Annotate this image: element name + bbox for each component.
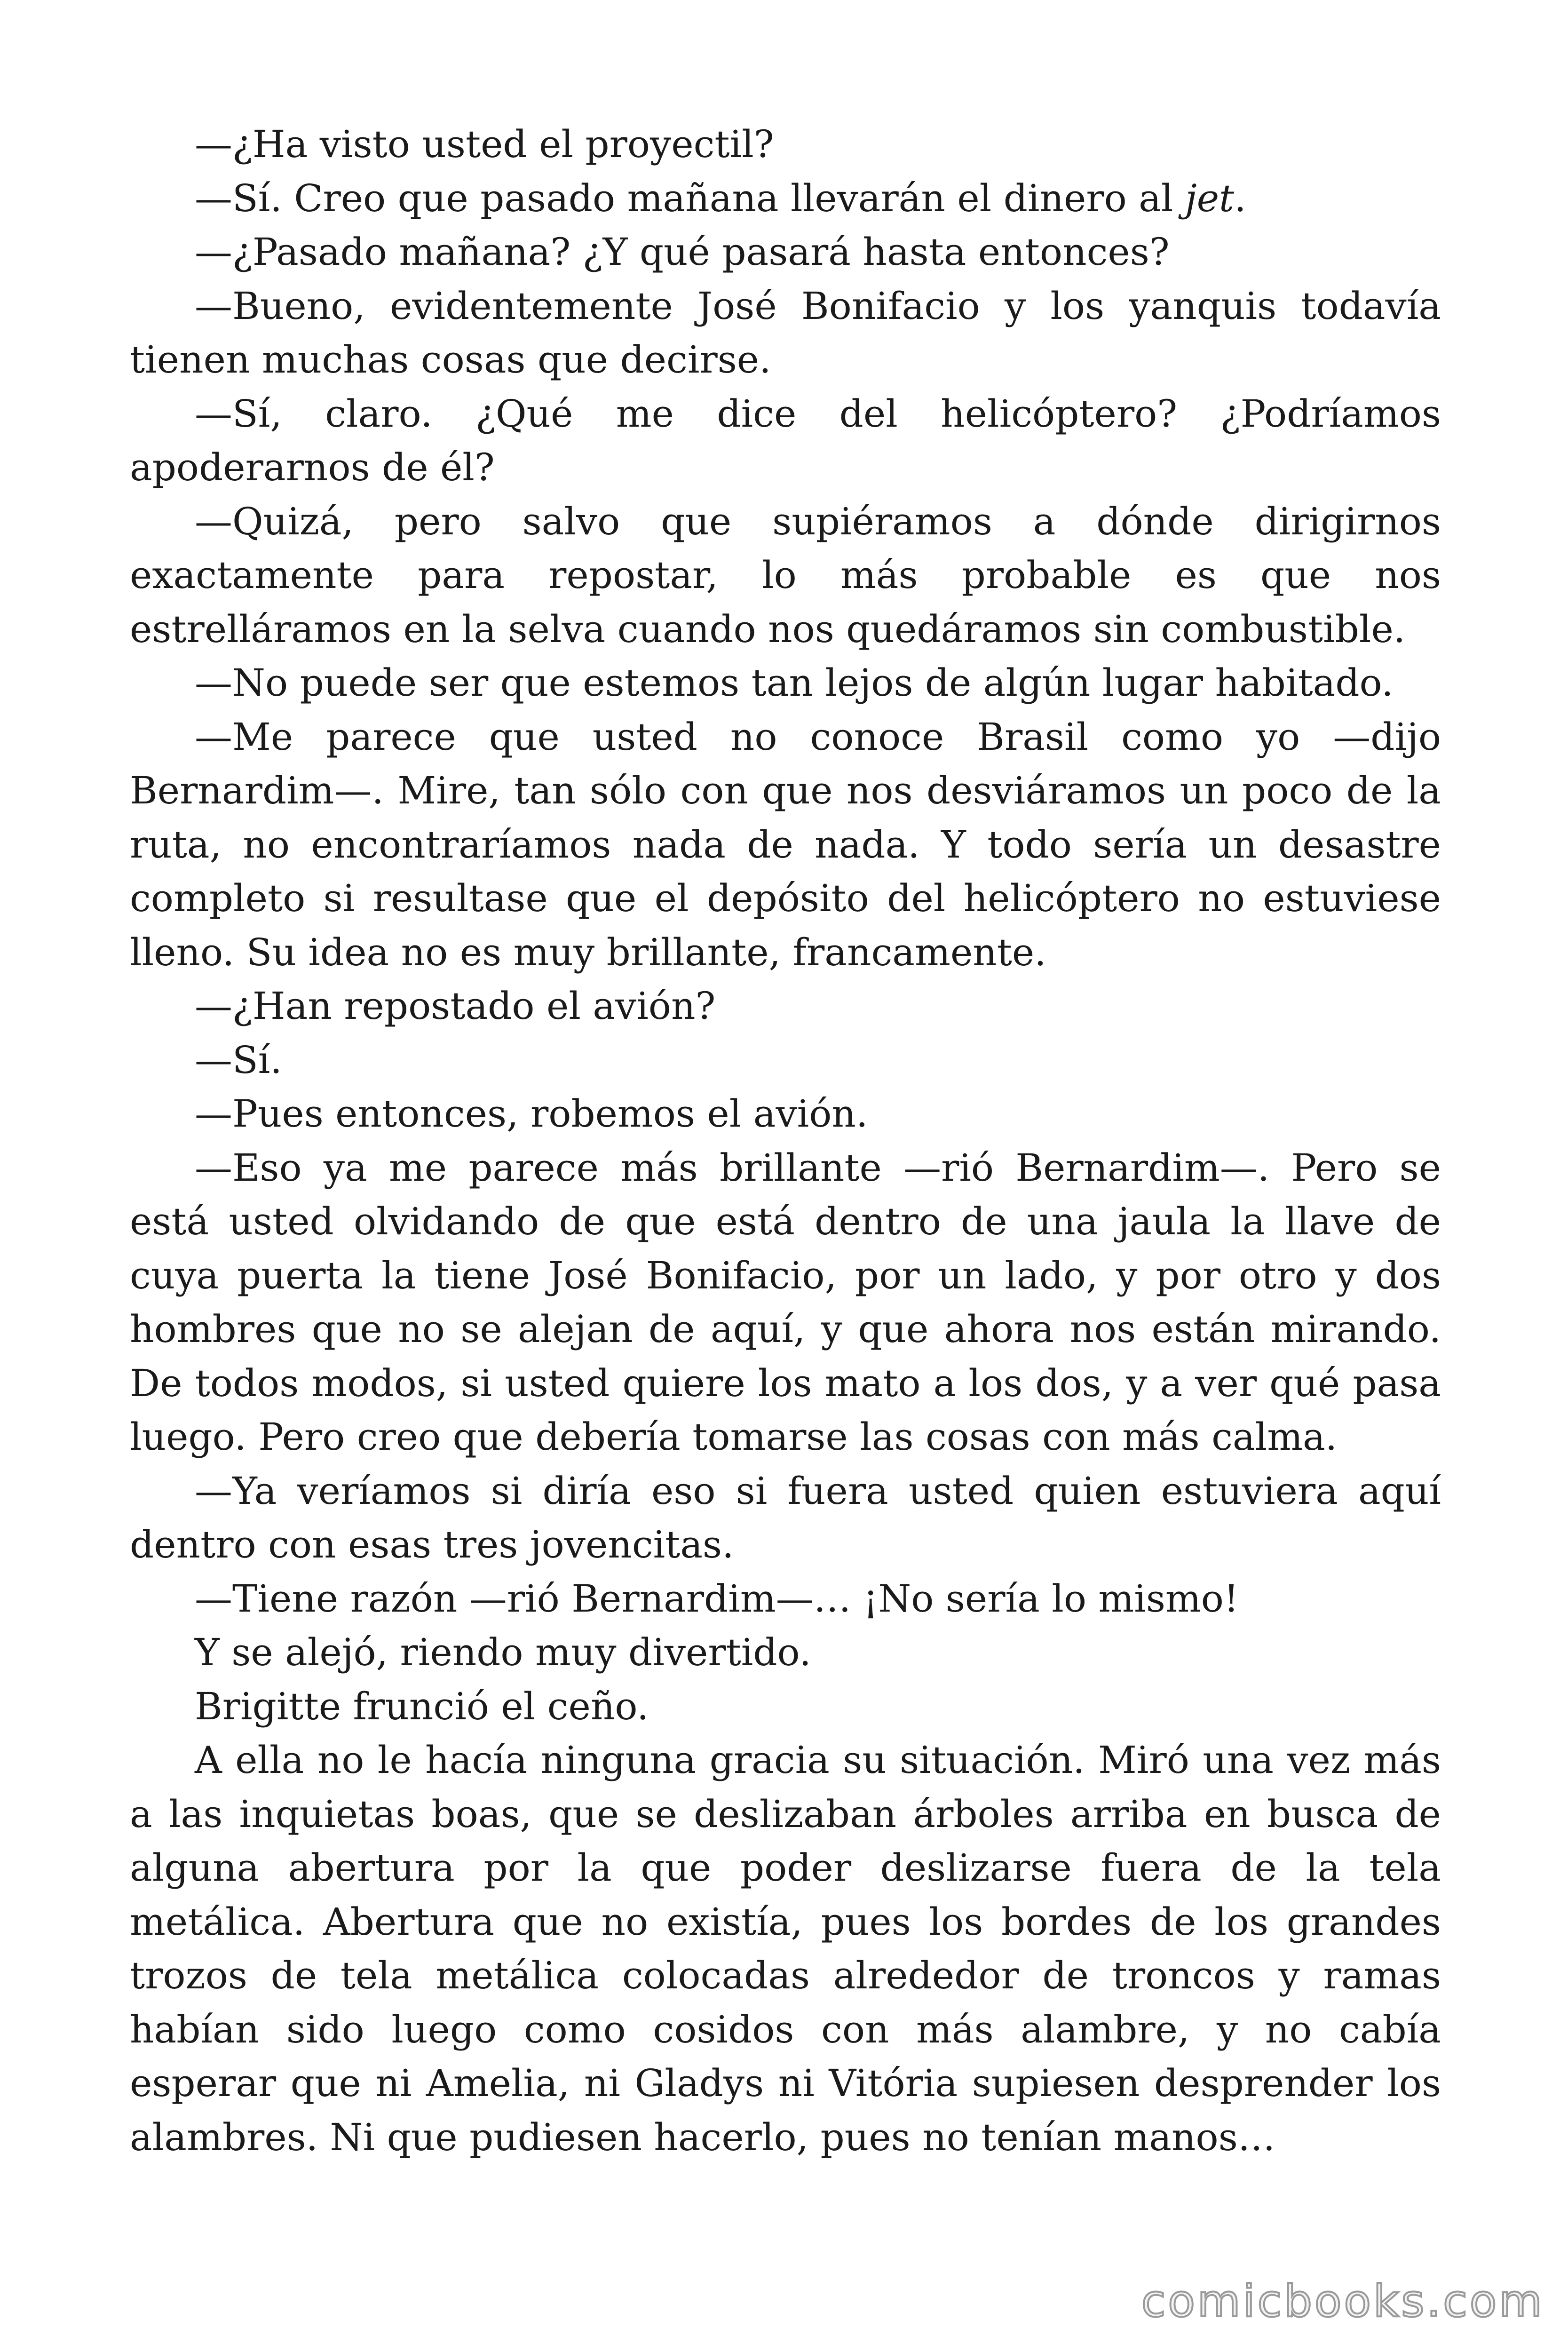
paragraph-2: [130, 172, 1441, 226]
paragraph-12: —Eso ya me parece más brillante —rió Bernardim—. Pero se está usted olvidando de que está dentro de una jaula la llave de cuya puerta la tiene José Bonifacio, por un lado, y por otro y dos hombres que no se alejan de aquí, y que ahora nos están mirando. De todos modos, si usted quiere los mato a los dos, y a ver qué pasa luego. Pero creo que debería tomarse las cosas con más calma.: [130, 1145, 1441, 1459]
paragraph-2-text: —Sí. Creo que pasado mañana llevarán el dinero al: [195, 176, 1185, 220]
paragraph-10: —Sí.: [195, 1038, 282, 1082]
watermark: comicbooks.com: [1141, 2276, 1544, 2327]
paragraph-4: —Bueno, evidentemente José Bonifacio y los yanquis todavía tienen muchas cosas que decirse.: [130, 284, 1441, 381]
paragraph-5: —Sí, claro. ¿Qué me dice del helicóptero? ¿Podríamos apoderarnos de él?: [130, 391, 1441, 489]
page-text: [130, 118, 1441, 2164]
paragraph-13: —Ya veríamos si diría eso si fuera usted quien estuviera aquí dentro con esas tres jovencitas.: [130, 1469, 1441, 1566]
paragraph-11: —Pues entonces, robemos el avión.: [195, 1092, 868, 1136]
paragraph-15: Y se alejó, riendo muy divertido.: [195, 1630, 811, 1674]
paragraph-3: —¿Pasado mañana? ¿Y qué pasará hasta entonces?: [195, 230, 1170, 274]
paragraph-9: —¿Han repostado el avión?: [195, 984, 716, 1028]
paragraph-6: —Quizá, pero salvo que supiéramos a dónde dirigirnos exactamente para repostar, lo más probable es que nos estrelláramos en la selva cuando nos quedáramos sin combustible.: [130, 499, 1441, 651]
italic-word-jet: jet: [1185, 176, 1235, 220]
paragraph-2-end: .: [1234, 176, 1246, 220]
paragraph-7: —No puede ser que estemos tan lejos de algún lugar habitado.: [195, 661, 1394, 705]
paragraph-16: Brigitte frunció el ceño.: [195, 1684, 649, 1728]
paragraph-14: —Tiene razón —rió Bernardim—… ¡No sería lo mismo!: [195, 1576, 1239, 1621]
paragraph-1: —¿Ha visto usted el proyectil?: [195, 122, 774, 166]
paragraph-17: A ella no le hacía ninguna gracia su situación. Miró una vez más a las inquietas boas, que se deslizaban árboles arriba en busca de alguna abertura por la que poder deslizarse fuera de la tela metálica. Abertura que no existía, pues los bordes de los grandes trozos de tela metálica colocadas alrededor de troncos y ramas habían sido luego como cosidos con más alambre, y no cabía esperar que ni Amelia, ni Gladys ni Vitória supiesen desprender los alambres. Ni que pudiesen hacerlo, pues no tenían manos…: [130, 1738, 1441, 2159]
paragraph-8: —Me parece que usted no conoce Brasil como yo —dijo Bernardim—. Mire, tan sólo con que nos desviáramos un poco de la ruta, no encontraríamos nada de nada. Y todo sería un desastre completo si resultase que el depósito del helicóptero no estuviese lleno. Su idea no es muy brillante, francamente.: [130, 715, 1441, 974]
